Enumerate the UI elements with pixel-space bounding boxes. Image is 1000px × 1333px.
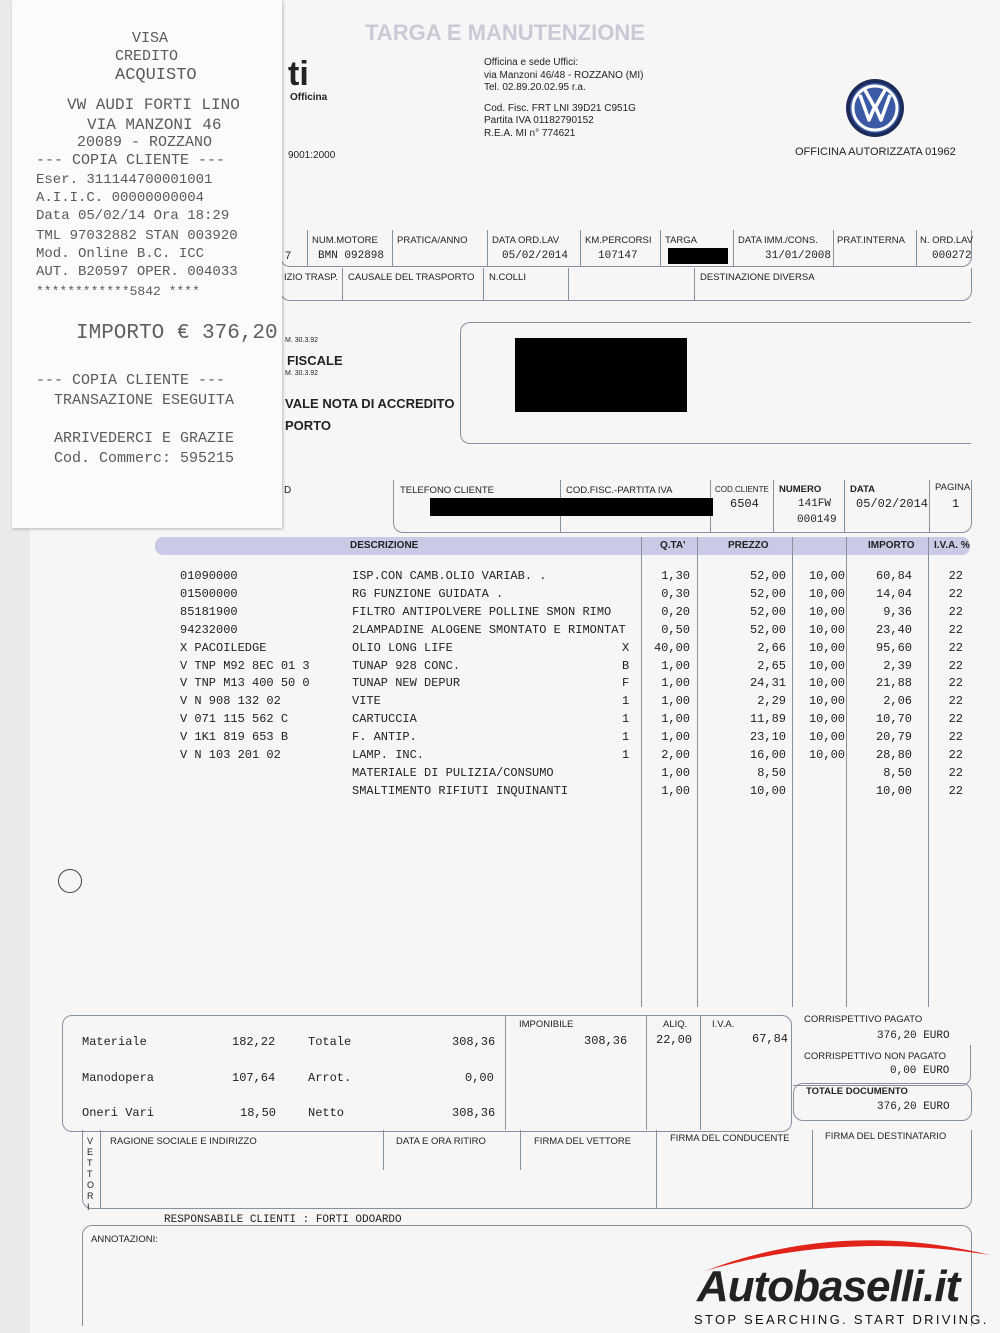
- company-name-partial: ti: [288, 55, 309, 93]
- receipt-acquisto: ACQUISTO: [115, 66, 197, 85]
- row-desc: 2LAMPADINE ALOGENE SMONTATO E RIMONTAT: [352, 622, 626, 637]
- label-firma-vettore: FIRMA DEL VETTORE: [534, 1136, 632, 1147]
- brand-name: Autobaselli.it: [697, 1262, 960, 1311]
- row-vat: 22: [948, 694, 963, 709]
- imponibile-label: IMPONIBILE: [519, 1019, 574, 1030]
- row-vat: 22: [948, 658, 963, 673]
- row-code: V TNP M92 8EC 01 3: [180, 658, 310, 673]
- value-numero-2: 000149: [797, 514, 837, 526]
- row-vat: 22: [948, 640, 963, 655]
- vw-logo-icon: [845, 78, 905, 138]
- value-data-imm: 31/01/2008: [765, 250, 832, 262]
- aliq-value: 22,00: [656, 1033, 693, 1047]
- row-desc: VITE: [352, 694, 381, 709]
- th-iva: I.V.A. %: [934, 540, 970, 551]
- arrot-value: 0,00: [465, 1071, 494, 1085]
- row-amount: 95,60: [875, 640, 912, 655]
- label-numero: NUMERO: [779, 484, 822, 495]
- manodopera-label: Manodopera: [82, 1071, 155, 1085]
- row-flag: B: [622, 658, 630, 673]
- row-vat: 22: [948, 712, 963, 727]
- row-vat: 22: [948, 676, 963, 691]
- row-flag: 1: [622, 730, 630, 745]
- th-descrizione: DESCRIZIONE: [350, 540, 419, 551]
- ghost-title: TARGA E MANUTENZIONE: [365, 20, 645, 45]
- redacted-customer: [515, 338, 687, 412]
- row-price: 52,00: [749, 622, 786, 637]
- vehicle-prefix: 7: [285, 250, 292, 262]
- oneri-value: 18,50: [240, 1106, 277, 1120]
- pagato-value: 376,20 EURO: [877, 1030, 950, 1042]
- row-qty: 1,00: [661, 765, 690, 780]
- doc-small-2: M. 30.3.92: [285, 370, 319, 377]
- label-data-imm: DATA IMM./CONS.: [738, 235, 818, 246]
- receipt-credito: CREDITO: [115, 48, 179, 65]
- pagato-label: CORRISPETTIVO PAGATO: [804, 1014, 923, 1025]
- row-code: V 071 115 562 C: [180, 712, 289, 727]
- row-disc: 10,00: [808, 730, 845, 745]
- label-prat-interna: PRAT.INTERNA: [837, 235, 905, 246]
- th-qta: Q.TA': [660, 540, 686, 551]
- row-flag: F: [622, 676, 630, 691]
- receipt-mod: Mod. Online B.C. ICC: [36, 246, 205, 262]
- receipt-card-type: VISA: [132, 30, 169, 47]
- row-disc: 10,00: [808, 569, 845, 583]
- non-pagato-label: CORRISPETTIVO NON PAGATO: [804, 1051, 946, 1062]
- totale-doc-label: TOTALE DOCUMENTO: [806, 1086, 908, 1097]
- row-qty: 40,00: [653, 640, 690, 655]
- row-vat: 22: [948, 748, 963, 762]
- arrot-label: Arrot.: [308, 1071, 352, 1085]
- row-desc: RG FUNZIONE GUIDATA .: [352, 586, 504, 601]
- label-firma-conducente: FIRMA DEL CONDUCENTE: [670, 1133, 790, 1144]
- receipt-aiic: A.I.I.C. 00000000004: [36, 190, 205, 206]
- row-flag: 1: [622, 748, 630, 762]
- row-desc: LAMP. INC.: [352, 748, 425, 762]
- receipt-date-time: Data 05/02/14 Ora 18:29: [36, 208, 230, 224]
- row-disc: 10,00: [808, 640, 845, 655]
- row-code: V N 908 132 02: [180, 694, 281, 709]
- aliq-label: ALIQ.: [663, 1019, 688, 1030]
- label-pagina: PAGINA: [935, 482, 971, 493]
- row-amount: 21,88: [875, 676, 912, 691]
- row-flag: 1: [622, 694, 630, 709]
- receipt-cod-commerc: Cod. Commerc: 595215: [54, 450, 235, 467]
- label-n-ord: N. ORD.LAV: [920, 235, 974, 246]
- label-codfisc: COD.FISC.-PARTITA IVA: [566, 485, 673, 496]
- row-vat: 22: [948, 730, 963, 745]
- doc-porto: PORTO: [285, 418, 331, 433]
- row-amount: 8,50: [883, 765, 912, 780]
- row-price: 52,00: [749, 569, 786, 583]
- label-data: DATA: [850, 484, 875, 495]
- label-cod-cliente: COD.CLIENTE: [715, 485, 769, 494]
- row-desc: FILTRO ANTIPOLVERE POLLINE SMON RIMO: [352, 604, 612, 619]
- label-firma-destinatario: FIRMA DEL DESTINATARIO: [825, 1131, 947, 1142]
- row-disc: 10,00: [808, 712, 845, 727]
- row-code: 85181900: [180, 604, 238, 619]
- row-disc: 10,00: [808, 748, 845, 762]
- row-price: 11,89: [749, 712, 786, 727]
- non-pagato-value: 0,00 EURO: [890, 1065, 950, 1077]
- materiale-value: 182,22: [232, 1035, 276, 1049]
- row-amount: 23,40: [875, 622, 912, 637]
- row-disc: 10,00: [808, 694, 845, 709]
- doc-small-1: M. 30.3.92: [285, 337, 319, 344]
- row-price: 16,00: [749, 748, 786, 762]
- row-desc: TUNAP 928 CONC.: [352, 658, 461, 673]
- row-desc: MATERIALE DI PULIZIA/CONSUMO: [352, 765, 554, 780]
- redacted-phone-vat: [430, 498, 713, 516]
- row-flag: 1: [622, 712, 630, 727]
- redacted-plate: [668, 248, 728, 264]
- row-disc: 10,00: [808, 676, 845, 691]
- pos-receipt: [12, 0, 282, 528]
- label-data-ritiro: DATA E ORA RITIRO: [396, 1136, 486, 1147]
- row-code: V N 103 201 02: [180, 748, 281, 762]
- label-pratica: PRATICA/ANNO: [397, 235, 468, 246]
- receipt-tml: TML 97032882 STAN 003920: [36, 228, 238, 244]
- row-desc: TUNAP NEW DEPUR: [352, 676, 461, 691]
- doc-fiscale: FISCALE: [287, 353, 343, 368]
- receipt-merchant: VW AUDI FORTI LINO: [67, 96, 240, 114]
- client-d-label: D: [284, 485, 292, 496]
- row-amount: 9,36: [883, 604, 912, 619]
- row-desc: OLIO LONG LIFE: [352, 640, 453, 655]
- value-data: 05/02/2014: [856, 497, 929, 511]
- doc-vale-nota: VALE NOTA DI ACCREDITO: [285, 396, 455, 411]
- iva-label: I.V.A.: [712, 1019, 735, 1030]
- row-amount: 10,00: [875, 783, 912, 798]
- items-table-header: [155, 537, 970, 555]
- imponibile-value: 308,36: [584, 1034, 628, 1048]
- receipt-greeting: ARRIVEDERCI E GRAZIE: [54, 430, 235, 447]
- value-num-motore: BMN 092898: [318, 250, 385, 262]
- row-amount: 60,84: [875, 569, 912, 583]
- row-vat: 22: [948, 765, 963, 780]
- receipt-city: 20089 - ROZZANO: [77, 134, 213, 151]
- row-amount: 14,04: [875, 586, 912, 601]
- label-data-ord: DATA ORD.LAV: [492, 235, 560, 246]
- row-qty: 1,00: [661, 676, 690, 691]
- row-amount: 2,39: [883, 658, 912, 673]
- row-disc: 10,00: [808, 604, 845, 619]
- receipt-card-number: ************5842 ****: [36, 284, 200, 299]
- value-km: 107147: [598, 250, 638, 262]
- value-numero: 141FW: [798, 498, 832, 510]
- iva-value: 67,84: [752, 1032, 789, 1046]
- row-disc: 10,00: [808, 658, 845, 673]
- value-data-ord: 05/02/2014: [502, 250, 569, 262]
- row-qty: 1,00: [661, 658, 690, 673]
- responsabile-clienti: RESPONSABILE CLIENTI : FORTI ODOARDO: [164, 1214, 402, 1226]
- receipt-copia-2: --- COPIA CLIENTE ---: [36, 372, 226, 389]
- value-n-ord: 000272: [932, 250, 972, 262]
- receipt-amount: IMPORTO € 376,20: [76, 322, 278, 345]
- row-code: V 1K1 819 653 B: [180, 730, 289, 745]
- totale-value: 308,36: [452, 1035, 496, 1049]
- brand-slogan: STOP SEARCHING. START DRIVING.: [694, 1312, 989, 1327]
- row-flag: X: [622, 640, 630, 655]
- row-price: 10,00: [749, 783, 786, 798]
- receipt-aut: AUT. B20597 OPER. 004033: [36, 264, 238, 280]
- label-causale: CAUSALE DEL TRASPORTO: [348, 272, 475, 283]
- cert-text: 9001:2000: [288, 150, 336, 161]
- office-address: Officina e sede Uffici: via Manzoni 46/48 - ROZZANO (MI) Tel. 02.89.20.02.95 r.a. Cod. Fisc. FRT LNI 39D21 C951G Partita IVA 01182790152 R.E.A. MI n° 774621: [484, 57, 644, 139]
- receipt-eser: Eser. 311144700001001: [36, 172, 213, 188]
- row-qty: 1,00: [661, 694, 690, 709]
- row-qty: 0,20: [661, 604, 690, 619]
- label-targa: TARGA: [665, 235, 698, 246]
- th-importo: IMPORTO: [868, 540, 915, 551]
- row-qty: 0,30: [661, 586, 690, 601]
- receipt-street: VIA MANZONI 46: [87, 116, 222, 134]
- row-price: 2,66: [757, 640, 786, 655]
- row-disc: 10,00: [808, 622, 845, 637]
- row-price: 23,10: [749, 730, 786, 745]
- label-n-colli: N.COLLI: [489, 272, 526, 283]
- row-price: 2,29: [757, 694, 786, 709]
- row-amount: 2,06: [883, 694, 912, 709]
- row-code: 94232000: [180, 622, 238, 637]
- row-vat: 22: [948, 569, 963, 583]
- oneri-label: Oneri Vari: [82, 1106, 155, 1120]
- row-desc: SMALTIMENTO RIFIUTI INQUINANTI: [352, 783, 569, 798]
- totale-label: Totale: [308, 1035, 352, 1049]
- totale-doc-value: 376,20 EURO: [877, 1101, 950, 1113]
- receipt-transazione: TRANSAZIONE ESEGUITA: [54, 392, 235, 409]
- value-cod-cliente: 6504: [730, 497, 759, 511]
- row-vat: 22: [948, 604, 963, 619]
- row-code: X PACOILEDGE: [180, 640, 267, 655]
- row-desc: F. ANTIP.: [352, 730, 417, 745]
- label-ragione-sociale: RAGIONE SOCIALE E INDIRIZZO: [110, 1136, 257, 1147]
- th-prezzo: PREZZO: [728, 540, 769, 551]
- netto-label: Netto: [308, 1106, 345, 1120]
- row-desc: CARTUCCIA: [352, 712, 417, 727]
- row-vat: 22: [948, 622, 963, 637]
- label-destinazione: DESTINAZIONE DIVERSA: [700, 272, 815, 283]
- row-price: 52,00: [749, 604, 786, 619]
- row-qty: 1,00: [661, 730, 690, 745]
- row-amount: 20,79: [875, 730, 912, 745]
- manodopera-value: 107,64: [232, 1071, 276, 1085]
- row-desc: ISP.CON CAMB.OLIO VARIAB. .: [352, 569, 547, 583]
- vettori-vertical-label: VETTORI: [87, 1136, 95, 1212]
- row-price: 52,00: [749, 586, 786, 601]
- value-pagina: 1: [952, 497, 960, 511]
- label-inizio-trasp: IZIO TRASP.: [284, 272, 339, 283]
- receipt-copia-1: --- COPIA CLIENTE ---: [36, 152, 226, 169]
- row-qty: 1,30: [661, 569, 690, 583]
- row-price: 2,65: [757, 658, 786, 673]
- row-qty: 2,00: [661, 748, 690, 762]
- row-qty: 1,00: [661, 783, 690, 798]
- company-sub: Officina: [290, 92, 328, 103]
- row-qty: 1,00: [661, 712, 690, 727]
- row-code: 01090000: [180, 569, 238, 583]
- annotazioni-label: ANNOTAZIONI:: [91, 1234, 158, 1245]
- row-qty: 0,50: [661, 622, 690, 637]
- row-price: 24,31: [749, 676, 786, 691]
- authorized-text: OFFICINA AUTORIZZATA 01962: [795, 146, 956, 158]
- row-code: 01500000: [180, 586, 238, 601]
- punch-hole-circle: [58, 869, 82, 893]
- row-vat: 22: [948, 586, 963, 601]
- row-vat: 22: [948, 783, 963, 798]
- row-amount: 28,80: [875, 748, 912, 762]
- row-price: 8,50: [757, 765, 786, 780]
- label-num-motore: NUM.MOTORE: [312, 235, 378, 246]
- materiale-label: Materiale: [82, 1035, 147, 1049]
- label-telefono: TELEFONO CLIENTE: [400, 485, 494, 496]
- netto-value: 308,36: [452, 1106, 496, 1120]
- row-disc: 10,00: [808, 586, 845, 601]
- row-code: V TNP M13 400 50 0: [180, 676, 310, 691]
- label-km: KM.PERCORSI: [585, 235, 652, 246]
- row-amount: 10,70: [875, 712, 912, 727]
